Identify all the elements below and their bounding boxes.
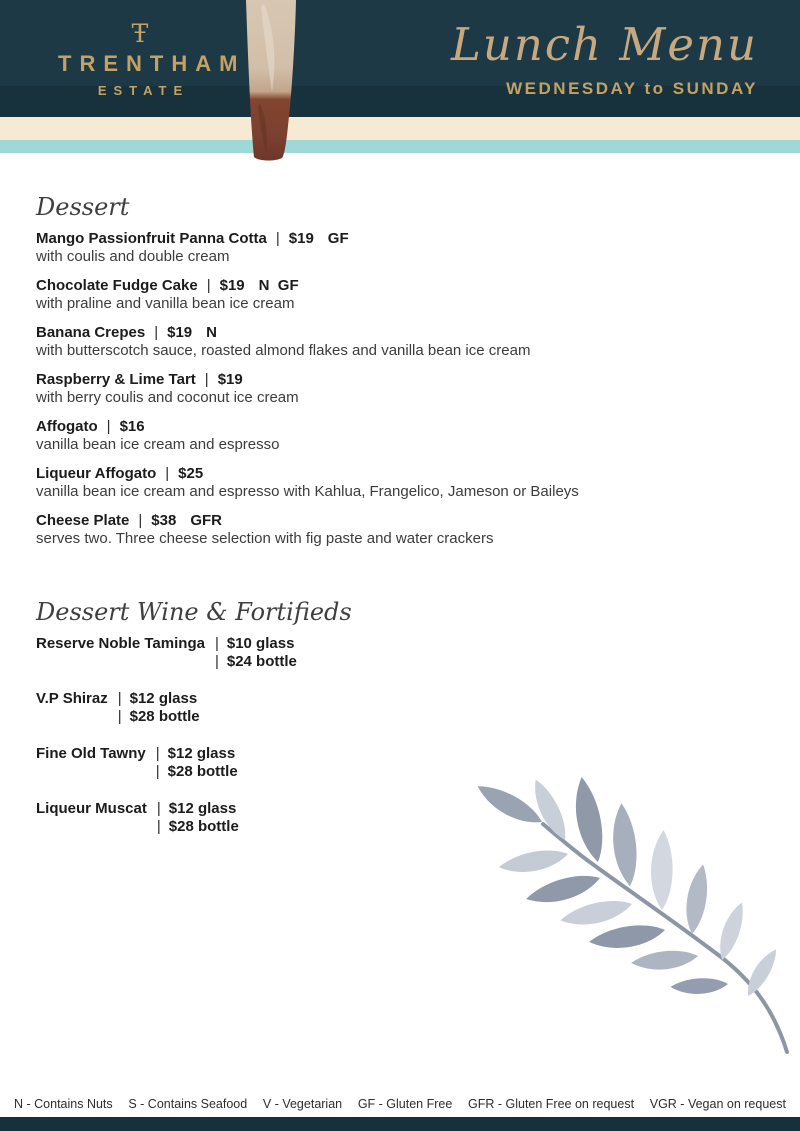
separator: |	[206, 277, 211, 294]
item-name: Affogato	[36, 418, 98, 435]
item-diet-codes: N GF	[258, 277, 299, 294]
menu-title: Lunch Menu	[450, 18, 758, 71]
separator: |	[117, 708, 122, 725]
brand-mark-icon: Ŧ	[131, 19, 149, 48]
item-diet-codes: GF	[327, 230, 349, 247]
menu-item	[36, 418, 676, 454]
item-name-line	[36, 512, 676, 530]
item-price: $19	[219, 277, 245, 294]
item-price: $25	[178, 465, 204, 482]
item-description: with coulis and double cream	[36, 248, 230, 265]
glass-price: $12 glass	[168, 800, 237, 817]
item-description: vanilla bean ice cream and espresso with Kahlua, Frangelico, Jameson or Baileys	[36, 483, 579, 500]
cream-stripe	[0, 117, 800, 140]
allergen-legend	[14, 1097, 786, 1111]
separator: |	[214, 653, 219, 670]
item-name-line	[36, 230, 676, 248]
wine-bottle-price	[157, 818, 239, 836]
menu-content	[36, 192, 676, 855]
item-price: $19	[217, 371, 243, 388]
header-banner	[0, 0, 800, 117]
wood-branch-illustration	[236, 0, 306, 162]
glass-price: $10 glass	[226, 635, 295, 652]
menu-item	[36, 371, 676, 407]
separator: |	[214, 635, 219, 652]
bottle-price: $28 bottle	[168, 818, 239, 835]
legend-item: VGR - Vegan on request	[649, 1097, 786, 1111]
teal-stripe	[0, 140, 800, 153]
menu-schedule: WEDNESDAY to SUNDAY	[506, 79, 758, 98]
dessert-section	[36, 192, 676, 548]
wine-glass-price	[215, 635, 297, 653]
separator: |	[275, 230, 280, 247]
item-price: $19	[167, 324, 193, 341]
legend-item: V - Vegetarian	[262, 1097, 343, 1111]
wine-bottle-price	[156, 763, 238, 781]
wine-name: Fine Old Tawny	[36, 745, 146, 762]
item-name: Banana Crepes	[36, 324, 146, 341]
separator: |	[117, 690, 122, 707]
item-name: Raspberry & Lime Tart	[36, 371, 196, 388]
item-name: Liqueur Affogato	[36, 465, 157, 482]
section-heading-wine: Dessert Wine & Fortifieds	[36, 598, 352, 626]
item-diet-codes: N	[206, 324, 217, 341]
item-price: $19	[288, 230, 314, 247]
wine-name-spacer	[36, 653, 205, 671]
item-price: $16	[119, 418, 145, 435]
menu-item	[36, 512, 676, 548]
menu-item	[36, 465, 676, 501]
item-description: with butterscotch sauce, roasted almond flakes and vanilla bean ice cream	[36, 342, 531, 359]
item-name-line	[36, 277, 676, 295]
item-description: vanilla bean ice cream and espresso	[36, 436, 280, 453]
separator: |	[155, 745, 160, 762]
separator: |	[106, 418, 111, 435]
brand-name: TRENTHAM	[58, 51, 246, 76]
glass-price: $12 glass	[129, 690, 198, 707]
separator: |	[138, 512, 143, 529]
wine-name-spacer	[36, 708, 108, 726]
wine-name-spacer	[36, 763, 146, 781]
wine-name: V.P Shiraz	[36, 690, 108, 707]
section-heading-dessert: Dessert	[36, 193, 130, 221]
menu-item	[36, 230, 676, 266]
wine-glass-price	[156, 745, 238, 763]
bottle-price: $28 bottle	[129, 708, 200, 725]
item-name-line	[36, 465, 676, 483]
wine-item	[36, 690, 676, 726]
item-description: serves two. Three cheese selection with fig paste and water crackers	[36, 530, 494, 547]
item-name-line	[36, 324, 676, 342]
legend-item: GF - Gluten Free	[357, 1097, 453, 1111]
legend-item: S - Contains Seafood	[128, 1097, 248, 1111]
watercolor-leaf-illustration	[430, 758, 800, 1060]
wine-item	[36, 635, 676, 671]
wine-bottle-price	[215, 653, 297, 671]
separator: |	[156, 800, 161, 817]
item-price: $38	[151, 512, 177, 529]
separator: |	[154, 324, 159, 341]
separator: |	[165, 465, 170, 482]
separator: |	[204, 371, 209, 388]
menu-item	[36, 277, 676, 313]
item-name: Chocolate Fudge Cake	[36, 277, 198, 294]
bottle-price: $28 bottle	[167, 763, 238, 780]
dessert-item-list	[36, 230, 676, 548]
legend-item: GFR - Gluten Free on request	[468, 1097, 635, 1111]
glass-price: $12 glass	[167, 745, 236, 762]
separator: |	[156, 818, 161, 835]
legend-item: N - Contains Nuts	[14, 1097, 113, 1111]
separator: |	[155, 763, 160, 780]
item-diet-codes: GFR	[190, 512, 222, 529]
wine-name: Reserve Noble Taminga	[36, 635, 205, 652]
item-description: with berry coulis and coconut ice cream	[36, 389, 299, 406]
menu-title-block	[451, 14, 758, 99]
brand-subname: ESTATE	[97, 83, 190, 98]
item-name-line	[36, 418, 676, 436]
wine-name: Liqueur Muscat	[36, 800, 147, 817]
item-name: Mango Passionfruit Panna Cotta	[36, 230, 267, 247]
bottom-bar	[0, 1117, 800, 1131]
item-description: with praline and vanilla bean ice cream	[36, 295, 295, 312]
item-name-line	[36, 371, 676, 389]
wine-bottle-price	[118, 708, 200, 726]
bottle-price: $24 bottle	[226, 653, 297, 670]
brand-logo	[50, 19, 246, 98]
wine-glass-price	[157, 800, 239, 818]
wine-name-spacer	[36, 818, 147, 836]
wine-glass-price	[118, 690, 200, 708]
menu-item	[36, 324, 676, 360]
item-name: Cheese Plate	[36, 512, 130, 529]
